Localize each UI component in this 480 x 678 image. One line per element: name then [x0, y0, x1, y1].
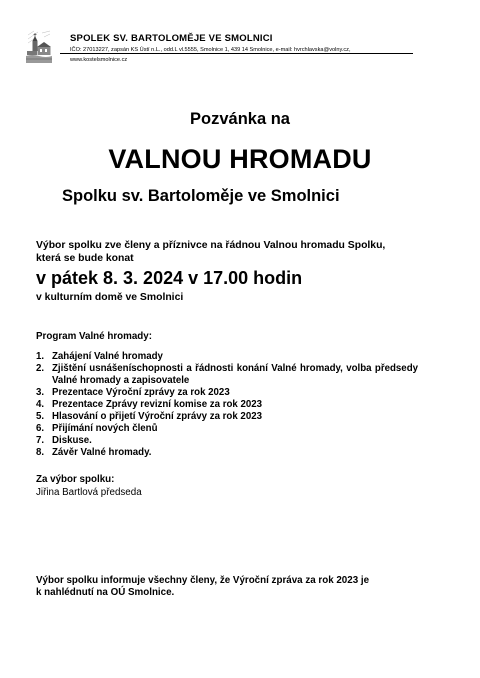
- header-divider: [60, 53, 413, 54]
- title-association: Spolku sv. Bartoloměje ve Smolnici: [62, 187, 340, 205]
- org-website-link[interactable]: www.kostelsmolnice.cz: [70, 57, 128, 63]
- annual-report-note: Výbor spolku informuje všechny členy, že Výroční zpráva za rok 2023 je: [36, 575, 370, 586]
- org-name: SPOLEK SV. BARTOLOMĚJE VE SMOLNICI: [70, 33, 273, 44]
- org-registration-line: IČO: 27013227, zapsán KS Ústí n.L., odd.L vl.5555, Smolnice 1, 439 14 Smolnice, e-mail: hvrchlavska@volny.cz,: [70, 47, 351, 53]
- event-datetime: v pátek 8. 3. 2024 v 17.00 hodin: [36, 268, 303, 288]
- program-item: 3. Prezentace Výroční zprávy za rok 2023: [36, 387, 230, 398]
- program-item: 2. Zjištění usnášeníschopnosti a řádnosti konání Valné hromady, volba předsedy Valné hromady a zapisovatele: [36, 363, 418, 386]
- program-item: 8. Závěr Valné hromady.: [36, 447, 152, 458]
- signature-name: Jiřina Bartlová předseda: [36, 487, 142, 498]
- program-item: 6. Přijímání nových členů: [36, 423, 158, 434]
- invitation-intro: Výbor spolku zve členy a příznivce na řádnou Valnou hromadu Spolku,: [36, 240, 386, 251]
- title-main: VALNOU HROMADU: [108, 144, 372, 174]
- program-item: 5. Hlasování o přijetí Výroční zprávy za rok 2023: [36, 411, 262, 422]
- program-heading: Program Valné hromady:: [36, 331, 152, 342]
- annual-report-note-cont: k nahlédnutí na OÚ Smolnice.: [36, 587, 175, 598]
- title-invitation: Pozvánka na: [190, 110, 290, 128]
- church-icon: [26, 29, 52, 63]
- signature-label: Za výbor spolku:: [36, 474, 115, 485]
- program-item: 4. Prezentace Zprávy revizní komise za rok 2023: [36, 399, 263, 410]
- program-item: 7. Diskuse.: [36, 435, 92, 446]
- invitation-intro-cont: která se bude konat: [36, 253, 134, 264]
- program-item: 1. Zahájení Valné hromady: [36, 351, 163, 362]
- program-list: [36, 351, 418, 459]
- event-place: v kulturním domě ve Smolnici: [36, 292, 184, 303]
